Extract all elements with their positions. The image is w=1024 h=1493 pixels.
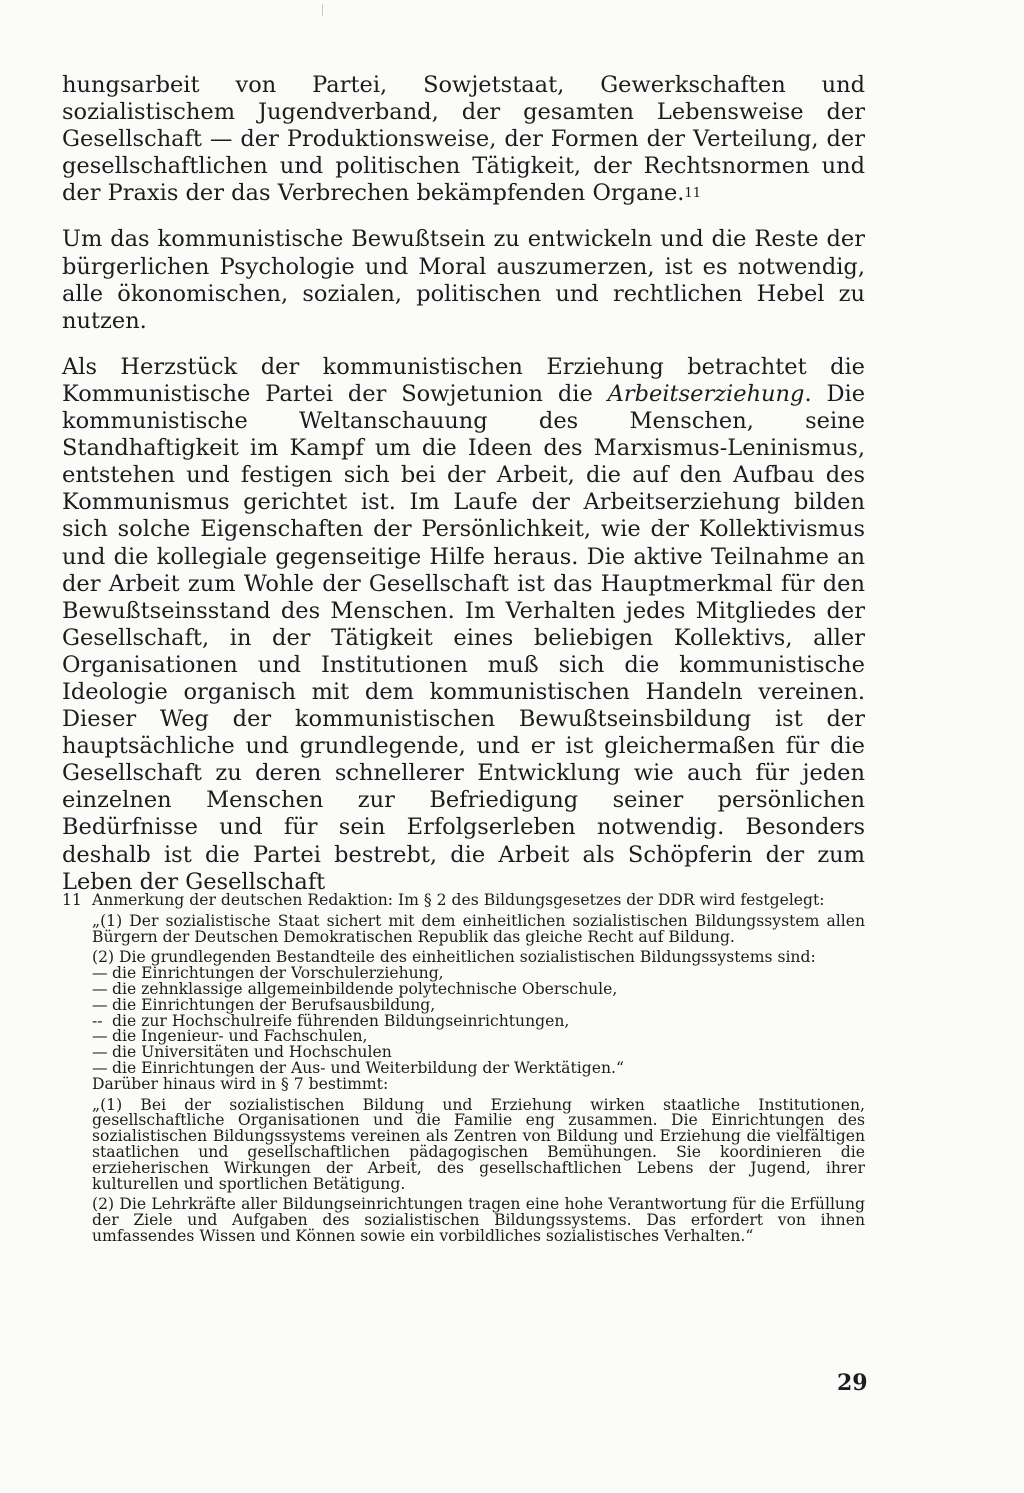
paragraph-3 bbox=[62, 354, 865, 896]
list-dash: -- bbox=[92, 1011, 103, 1030]
footnote-quote-block bbox=[92, 911, 865, 1245]
paragraph-3-text-b: . Die kommunistische Weltanschauung des Menschen, seine Standhaftigkeit im Kampf um die Ideen des Marxismus-Leninismus, entstehen und festigen sich bei der Arbeit, die auf den Aufbau des Kommunismus gerichtet ist. Im Laufe der Arbeitserziehung bilden sich solche Eigenschaften der Persönlichkeit, wie der Kollektivismus und die kollegiale gegenseitige Hilfe heraus. Die aktive Teilnahme an der Arbeit zum Wohle der Gesellschaft ist das Hauptmerkmal für den Bewußtseinsstand des Menschen. Im Verhalten jedes Mitgliedes der Gesellschaft, in der Tätigkeit eines beliebigen Kollektivs, aller Organisationen und Institutionen muß sich die kommunistische Ideologie organisch mit dem kommunistischen Handeln vereinen. Dieser Weg der kommunistischen Bewußtseinsbildung ist der hauptsächliche und grundlegende, und er ist gleichermaßen für die Gesellschaft zu deren schnellerer Entwicklung wie auch für jeden einzelnen Menschen zur Befriedigung seiner persönlichen Bedürfnisse und für sein Erfolgserleben notwendig. Besonders deshalb ist die Partei bestrebt, die Arbeit als Schöpferin der zum Leben der Gesellschaft bbox=[62, 380, 866, 895]
list-item-text: die Einrichtungen der Berufsausbildung, bbox=[112, 995, 436, 1014]
footnote-list bbox=[92, 966, 865, 1077]
footnote-quote-1: „(1) Der sozialistische Staat sichert mit dem einheitlichen sozialistischen Bildungssystem allen Bürgern der Deutschen Demokratischen Republik das gleiche Recht auf Bildung. bbox=[92, 911, 865, 946]
footnote-section bbox=[62, 893, 865, 1245]
emphasis-arbeitserziehung: Arbeitserziehung bbox=[607, 380, 805, 407]
footnote-intro: Anmerkung der deutschen Redaktion: Im § 2 des Bildungsgesetzes der DDR wird festgelegt: bbox=[92, 891, 825, 909]
list-item-text: die Universitäten und Hochschulen bbox=[112, 1043, 392, 1062]
footnote-quote-4: (2) Die Lehrkräfte aller Bildungseinrichtungen tragen eine hohe Verantwortung für die Erfüllung der Ziele und Aufgaben des sozialistischen Bildungssystems. Das erfordert von ihnen umfassendes Wissen und Können sowie ein vorbildliches sozialistisches Verhalten.“ bbox=[92, 1195, 865, 1245]
list-dash: — bbox=[92, 995, 108, 1014]
main-text bbox=[62, 72, 865, 915]
list-dash: — bbox=[92, 964, 108, 983]
page-number: 29 bbox=[837, 1370, 868, 1396]
paragraph-2: Um das kommunistische Bewußtsein zu entwickeln und die Reste der bürgerlichen Psychologie und Moral auszumerzen, ist es notwendig, alle ökonomischen, sozialen, politischen und rechtlichen Hebel zu nutzen. bbox=[62, 226, 865, 334]
footnote-quote-3: „(1) Bei der sozialistischen Bildung und Erziehung wirken staatliche Institutionen, gesellschaftliche Organisationen und die Familie eng zusammen. Die Einrichtungen des sozialistischen Bildungssystems vereinen als Zentren von Bildung und Erziehung die vielfältigen staatlichen und gesellschaftlichen pädagogischen Bemühungen. Sie koordinieren die erzieherischen Wirkungen der Arbeit, des gesellschaftlichen Lebens der Jugend, ihrer kulturellen und sportlichen Betätigung. bbox=[92, 1095, 865, 1193]
paragraph-3-text-a: Als Herzstück der kommunistischen Erziehung betrachtet die Kommunistische Partei der Sowjetunion die bbox=[62, 353, 865, 407]
list-dash: — bbox=[92, 979, 108, 998]
list-item-text: die zehnklassige allgemeinbildende polytechnische Oberschule, bbox=[112, 979, 618, 998]
list-item-text: die Einrichtungen der Aus- und Weiterbildung der Werktätigen.“ bbox=[112, 1058, 624, 1077]
paragraph-1 bbox=[62, 72, 865, 207]
footnote-reference[interactable]: 11 bbox=[684, 186, 701, 202]
scan-mark bbox=[322, 4, 323, 16]
list-dash: — bbox=[92, 1043, 108, 1062]
footnote-quote-2: (2) Die grundlegenden Bestandteile des einheitlichen sozialistischen Bildungssystems sind: bbox=[92, 948, 816, 967]
footnote-11 bbox=[62, 893, 865, 909]
list-item-text: die zur Hochschulreife führenden Bildungseinrichtungen, bbox=[112, 1011, 570, 1030]
paragraph-1-text: hungsarbeit von Partei, Sowjetstaat, Gewerkschaften und sozialistischem Jugendverband, der gesamten Lebensweise der Gesellschaft — der Produktionsweise, der Formen der Verteilung, der gesellschaftlichen und politischen Tätigkeit, der Rechtsnormen und der Praxis der das Verbrechen bekämpfenden Organe. bbox=[62, 72, 865, 207]
footnote-bridge: Darüber hinaus wird in § 7 bestimmt: bbox=[92, 1074, 389, 1093]
footnote-number: 11 bbox=[62, 891, 82, 909]
list-item-text: die Einrichtungen der Vorschulerziehung, bbox=[112, 964, 444, 983]
list-item-text: die Ingenieur- und Fachschulen, bbox=[112, 1027, 368, 1046]
list-dash: — bbox=[92, 1027, 108, 1046]
list-dash: — bbox=[92, 1058, 108, 1077]
